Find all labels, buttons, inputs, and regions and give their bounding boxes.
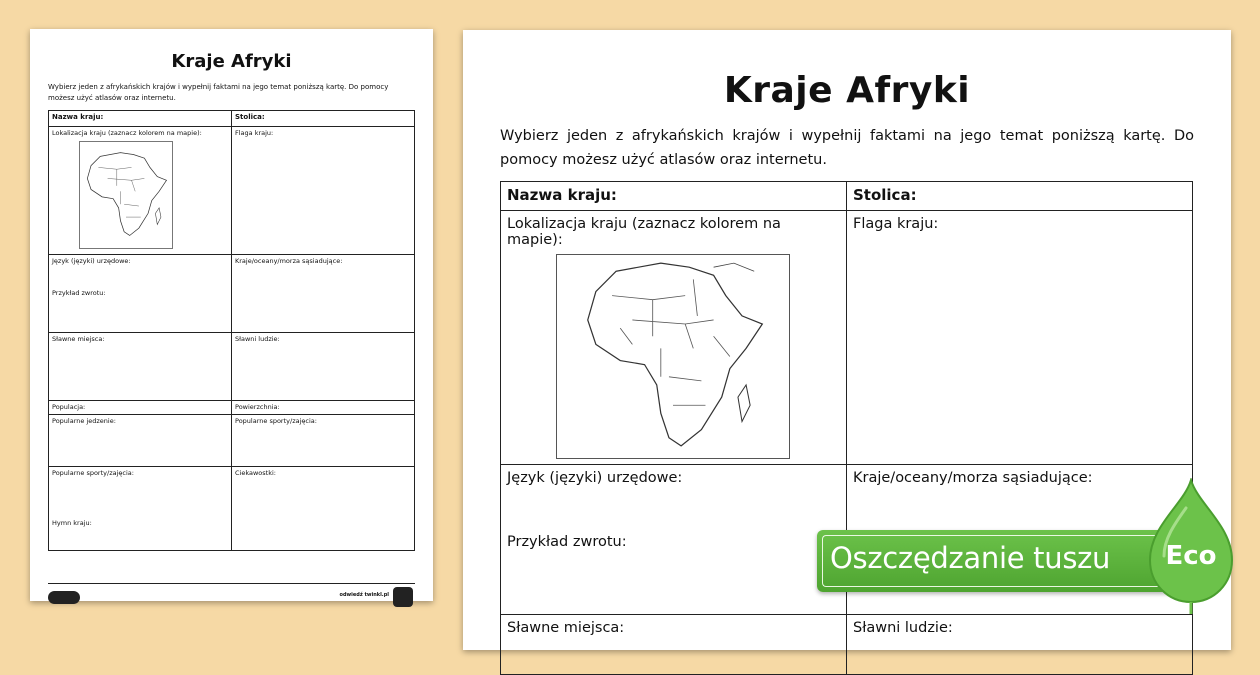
eco-badge-text: Eco xyxy=(1165,541,1217,571)
flag-label: Flaga kraju: xyxy=(847,211,1193,465)
location-label: Lokalizacja kraju (zaznacz kolorem na mapie): xyxy=(507,216,781,248)
worksheet-thumbnail[interactable] xyxy=(30,29,433,601)
thumb-fact-table xyxy=(48,110,415,551)
thumb-popular-sports-label-right: Popularne sporty/zajęcia: xyxy=(232,415,415,467)
africa-map-svg xyxy=(557,255,789,458)
thumb-languages-label: Język (języki) urzędowe: xyxy=(52,257,131,265)
thumb-capital-label: Stolica: xyxy=(232,111,415,127)
thumb-anthem-label: Hymn kraju: xyxy=(52,519,92,527)
africa-map-thumb-svg xyxy=(80,142,172,248)
thumb-location-label: Lokalizacja kraju (zaznacz kolorem na mapie): xyxy=(52,129,202,137)
thumb-footer-line xyxy=(48,583,415,584)
thumb-country-name-label: Nazwa kraju: xyxy=(49,111,232,127)
africa-map xyxy=(556,254,790,459)
thumb-famous-places-label: Sławne miejsca: xyxy=(49,333,232,401)
thumb-africa-map xyxy=(79,141,173,249)
twinkl-logo-icon xyxy=(48,591,80,604)
neighbours-label: Kraje/oceany/morza sąsiadujące: xyxy=(847,465,1193,615)
thumb-location-cell xyxy=(49,127,232,255)
thumb-area-label: Powierzchnia: xyxy=(232,401,415,415)
intro-text: Wybierz jeden z afrykańskich krajów i wypełnij faktami na jego temat poniższą kartę. Do pomocy możesz użyć atlasów oraz internetu. xyxy=(500,128,1194,168)
location-cell xyxy=(501,211,847,465)
thumb-footer-text: odwiedź twinkl.pl xyxy=(339,592,389,598)
famous-people-label: Sławni ludzie: xyxy=(847,615,1193,675)
capital-label: Stolica: xyxy=(847,182,1193,211)
twinkl-badge-icon xyxy=(393,587,413,607)
thumb-sports-anthem-cell xyxy=(49,467,232,551)
thumb-intro: Wybierz jeden z afrykańskich krajów i wypełnij faktami na jego temat poniższą kartę. Do pomocy możesz użyć atlasów oraz internetu. xyxy=(48,83,389,102)
thumb-languages-cell xyxy=(49,255,232,333)
thumb-curiosities-label: Ciekawostki: xyxy=(232,467,415,551)
fact-table xyxy=(500,181,1193,675)
page-title: Kraje Afryki xyxy=(723,70,971,111)
famous-places-label: Sławne miejsca: xyxy=(501,615,847,675)
languages-label: Język (języki) urzędowe: xyxy=(507,470,683,486)
thumb-popular-sports-label-left: Popularne sporty/zajęcia: xyxy=(52,469,134,477)
thumb-title: Kraje Afryki xyxy=(171,51,292,72)
ink-saving-text: Oszczędzanie tuszu xyxy=(830,541,1111,575)
thumb-popular-food-label: Popularne jedzenie: xyxy=(49,415,232,467)
ink-saving-banner xyxy=(817,530,1197,592)
thumb-famous-people-label: Sławni ludzie: xyxy=(232,333,415,401)
thumb-flag-label: Flaga kraju: xyxy=(232,127,415,255)
thumb-population-label: Populacja: xyxy=(49,401,232,415)
languages-cell xyxy=(501,465,847,615)
country-name-label: Nazwa kraju: xyxy=(501,182,847,211)
phrase-example-label: Przykład zwrotu: xyxy=(507,534,627,550)
thumb-phrase-label: Przykład zwrotu: xyxy=(52,289,106,297)
thumb-neighbours-label: Kraje/oceany/morza sąsiadujące: xyxy=(232,255,415,333)
